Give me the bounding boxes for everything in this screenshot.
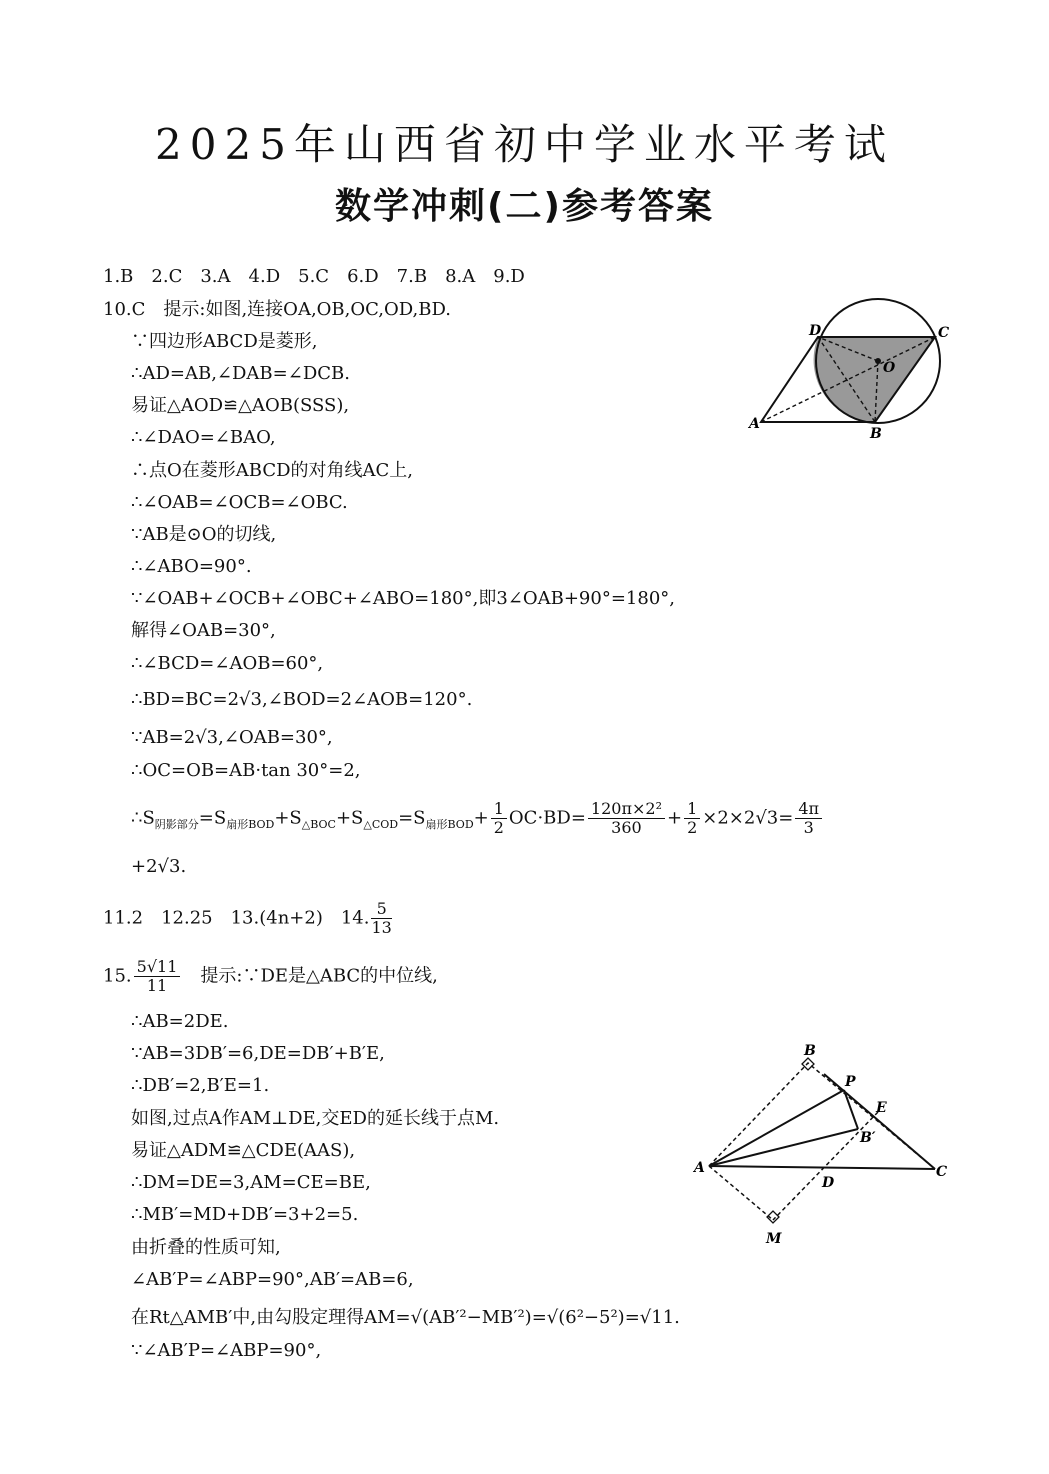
page-title: 2025年山西省初中学业水平考试 <box>155 120 894 169</box>
fig2-label-A: A <box>694 1160 705 1176</box>
q15-line: ∵AB=3DB′=6,DE=DB′+B′E, <box>131 1043 385 1064</box>
q10-last: +2√3. <box>131 856 187 877</box>
q10-line: ∴∠OAB=∠OCB=∠OBC. <box>131 492 348 513</box>
q10-line: ∴∠BCD=∠AOB=60°, <box>131 653 324 674</box>
fig1-label-B: B <box>870 426 882 440</box>
fig2-label-P: P <box>845 1074 856 1090</box>
q15-line: ∵∠AB′P=∠ABP=90°, <box>131 1340 322 1361</box>
fig2-label-C: C <box>936 1164 948 1180</box>
q15-line: 在Rt△AMB′中,由勾股定理得AM=√(AB′²−MB′²)=√(6²−5²)=√11. <box>131 1307 680 1328</box>
answers-11-14: 11.2 12.25 13.(4n+2) 14. $\frac{5}{13}$ <box>103 899 392 937</box>
fig2-label-B-prime: B′ <box>860 1130 876 1146</box>
q10-line: 10.C 提示:如图,连接OA,OB,OC,OD,BD. <box>103 299 451 320</box>
q10-line: ∵∠OAB+∠OCB+∠OBC+∠ABO=180°,即3∠OAB+90°=180°, <box>131 588 675 609</box>
q15-line: 由折叠的性质可知, <box>131 1237 281 1258</box>
q10-line: ∴∠DAO=∠BAO, <box>131 427 276 448</box>
fig1-label-A: A <box>749 416 760 432</box>
q15-header: 15. $\frac{5√11}{11}$ 提示:∵DE是△ABC的中位线, <box>103 957 438 995</box>
q10-line: 易证△AOD≌△AOB(SSS), <box>131 395 350 416</box>
q10-line: ∵四边形ABCD是菱形, <box>131 331 318 352</box>
q10-line: ∴点O在菱形ABCD的对角线AC上, <box>131 460 414 481</box>
q10-line: 解得∠OAB=30°, <box>131 620 276 641</box>
q15-line: ∠AB′P=∠ABP=90°,AB′=AB=6, <box>131 1269 414 1290</box>
figure-triangle-fold <box>690 1040 955 1250</box>
fig1-label-C: C <box>938 325 950 341</box>
q15-line: ∴MB′=MD+DB′=3+2=5. <box>131 1204 359 1225</box>
fig2-label-B: B <box>804 1043 816 1059</box>
fig2-label-E: E <box>876 1100 887 1116</box>
q10-line: ∵AB是⊙O的切线, <box>131 524 277 545</box>
q10-line: ∴OC=OB=AB·tan 30°=2, <box>131 760 361 781</box>
fig1-label-O: O <box>883 360 896 376</box>
q10-line: ∴AD=AB,∠DAB=∠DCB. <box>131 363 350 384</box>
page-subtitle: 数学冲刺(二)参考答案 <box>335 186 714 227</box>
fig2-label-M: M <box>766 1231 782 1247</box>
fig1-label-D: D <box>809 323 822 339</box>
q10-line: ∴∠ABO=90°. <box>131 556 252 577</box>
q10-area-formula: $\therefore S_{阴影部分}=S_{扇形BOD}+S_{\triangle BOC}+S_{\triangle COD}=S_{扇形BOD}+$ $\frac{1}{2}$ OC·BD= $\frac{\text{120π×2²}}{360}$ + $\frac{1}{2}$ ×2×2√3= $\frac{4\pi}{3}$ <box>131 800 824 837</box>
fig2-label-D: D <box>822 1175 835 1191</box>
q15-line: ∴DB′=2,B′E=1. <box>131 1075 270 1096</box>
q10-line: ∵AB=2√3,∠OAB=30°, <box>131 727 333 748</box>
q15-line: 易证△ADM≌△CDE(AAS), <box>131 1140 356 1161</box>
q10-line: ∴BD=BC=2√3,∠BOD=2∠AOB=120°. <box>131 689 473 710</box>
q15-line: ∴DM=DE=3,AM=CE=BE, <box>131 1172 371 1193</box>
q15-line: ∴AB=2DE. <box>131 1011 229 1032</box>
q15-line: 如图,过点A作AM⊥DE,交ED的延长线于点M. <box>131 1108 500 1129</box>
answers-1-9: 1.B 2.C 3.A 4.D 5.C 6.D 7.B 8.A 9.D <box>103 266 525 287</box>
figure-rhombus-circle <box>745 290 960 440</box>
